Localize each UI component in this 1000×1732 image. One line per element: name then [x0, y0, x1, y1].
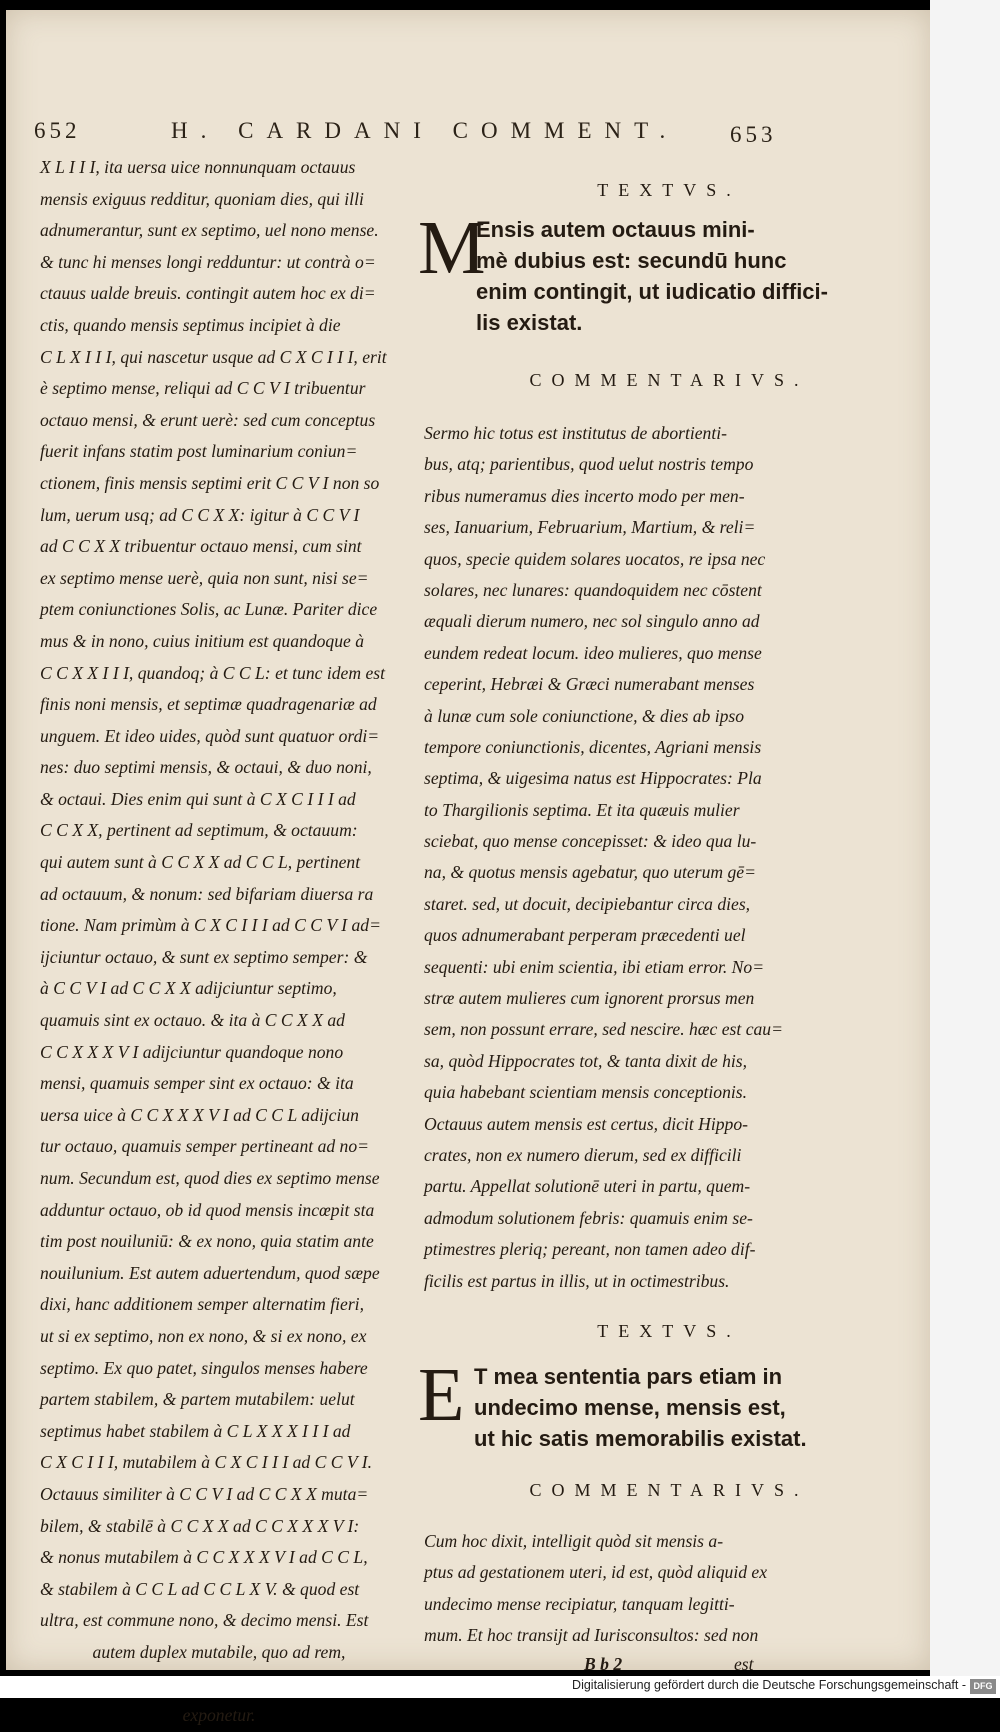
left-column-line: num. Secundum est, quod dies ex septimo mense	[40, 1168, 380, 1188]
left-column-line: ex septimo mense uerè, quia non sunt, nisi se=	[40, 567, 369, 588]
left-column-line: unguem. Et ideo uides, quòd sunt quatuor ordi=	[40, 725, 380, 746]
section1-line: mè dubius est: secundū hunc	[476, 248, 787, 273]
left-column-line: adnumerantur, sunt ex septimo, uel nono mense.	[40, 220, 379, 241]
section2-line: admodum solutionem febris: quamuis enim se-	[424, 1207, 753, 1228]
left-column-line: Octauus similiter à C C V I ad C C X X muta=	[40, 1483, 369, 1504]
page-number-left: 652	[34, 118, 81, 143]
section4-line: ptus ad gestationem uteri, id est, quòd aliquid ex	[424, 1562, 768, 1583]
left-column-line: ptem coniunctiones Solis, ac Lunæ. Pariter dice	[40, 599, 378, 620]
textus-body-2	[418, 1352, 914, 1454]
right-column	[418, 180, 914, 1684]
left-column-line: ijciuntur octauo, & sunt ex septimo semper: &	[40, 946, 368, 967]
left-column-line: lum, uerum usq; ad C C X X: igitur à C C V I	[40, 504, 360, 525]
section2-line: ribus numeramus dies incerto modo per men-	[424, 485, 745, 506]
section2-line: to Thargilionis septima. Et ita quæuis mulier	[424, 799, 740, 820]
left-column-line: X L I I I, ita uersa uice nonnunquam octauus	[40, 157, 356, 177]
left-column-line: tione. Nam primùm à C X C I I I ad C C V I ad=	[40, 915, 381, 936]
section2-line: sa, quòd Hippocrates tot, & tanta dixit de his,	[424, 1050, 748, 1071]
left-column-line: C C X X, pertinent ad septimum, & octauum:	[40, 820, 358, 841]
running-title: H. CARDANI COMMENT.	[171, 118, 679, 143]
section2-line: eundem redeat locum. ideo mulieres, quo mense	[424, 642, 762, 663]
left-column-line: ctis, quando mensis septimus incipiet à die	[40, 314, 341, 335]
left-column-line: qui autem sunt à C C X X ad C C L, pertinent	[40, 852, 361, 873]
catchword: est	[734, 1653, 754, 1674]
dfg-logo: DFG	[970, 1679, 996, 1694]
section1-line: lis existat.	[476, 310, 583, 335]
section2-line: à lunæ cum sole coniunctione, & dies ab ipso	[424, 705, 745, 726]
left-column-line: dixi, hanc additionem semper alternatim fieri,	[40, 1294, 364, 1315]
section2-line: quos adnumerabant perperam præcedenti uel	[424, 925, 746, 946]
left-column-line: quamuis sint ex octauo. & ita à C C X X ad	[40, 1010, 345, 1031]
section2-line: sciebat, quo mense concepisset: & ideo qua lu-	[424, 831, 757, 852]
section2-line: partu. Appellat solutionē uteri in partu, quem-	[424, 1176, 751, 1197]
page-number-right: 653	[730, 122, 777, 147]
section2-line: ceperint, Hebræi & Græci numerabant menses	[424, 674, 755, 695]
scan-margin	[930, 0, 1000, 1698]
left-column-line: è septimo mense, reliqui ad C C V I tribuentur	[40, 378, 366, 399]
left-column-line: partem stabilem, & partem mutabilem: uelut	[40, 1389, 355, 1410]
left-column-line: tim post nouiluniū: & ex nono, quia statim ante	[40, 1231, 374, 1252]
commentarius-heading-2: COMMENTARIVS.	[529, 1479, 809, 1500]
left-column-line: à C C V I ad C C X X adijciuntur septimo,	[40, 978, 337, 999]
left-column-line: ad C C X X tribuentur octauo mensi, cum sint	[40, 536, 362, 557]
left-column-line: autem duplex mutabile, quo ad rem,	[92, 1641, 346, 1662]
signature-mark: B b 2	[584, 1653, 623, 1674]
section2-line: ficilis est partus in illis, ut in octimestribus.	[424, 1270, 730, 1291]
section1-line: enim contingit, ut iudicatio diffici-	[476, 279, 828, 304]
left-column-line: mus & in nono, cuius initium est quandoque à	[40, 630, 365, 651]
section2-line: septima, & uigesima natus est Hippocrates: Pla	[424, 768, 762, 789]
section2-line: ptimestres pleriq; pereant, non tamen adeo dif-	[424, 1239, 756, 1260]
section1-line: Ensis autem octauus mini-	[476, 217, 755, 242]
section2-line: solares, nec lunares: quandoquidem nec cōstent	[424, 579, 762, 600]
left-column-line: adduntur octauo, ob id quod mensis incœpit sta	[40, 1199, 375, 1220]
left-column-line: & tunc hi menses longi redduntur: ut contrà o=	[40, 251, 376, 272]
left-column-line: exponetur.	[182, 1705, 256, 1726]
section3-line: ut hic satis memorabilis existat.	[474, 1425, 807, 1451]
commentarius-body-1	[424, 418, 914, 1297]
section2-line: quos, specie quidem solares uocatos, re ipsa nec	[424, 548, 766, 569]
left-column-line: & nonus mutabilem à C C X X X V I ad C C L,	[40, 1547, 368, 1568]
section2-line: Sermo hic totus est institutus de abortienti-	[424, 423, 727, 443]
section4-line: undecimo mense recipiatur, tanquam legitti-	[424, 1593, 735, 1614]
commentarius-heading-1: COMMENTARIVS.	[529, 370, 809, 390]
digitization-bar	[0, 1676, 1000, 1698]
section2-line: crates, non ex numero dierum, sed ex difficili	[424, 1144, 742, 1165]
section2-line: staret. sed, ut docuit, decipiebantur circa dies,	[424, 893, 751, 914]
textus-heading-1: TEXTVS.	[597, 180, 741, 200]
section2-line: Octauus autem mensis est certus, dicit Hippo-	[424, 1113, 748, 1134]
left-column-line: tur octauo, quamuis semper pertineant ad no=	[40, 1136, 370, 1157]
left-column-line: bilem, & stabilē à C C X X ad C C X X X V I:	[40, 1515, 360, 1536]
left-column-line: ad octauum, & nonum: sed bifariam diuersa ra	[40, 883, 374, 904]
left-column-line: mensis exiguus redditur, quoniam dies, qui illi	[40, 188, 364, 209]
left-column-line: ultra, est commune nono, & decimo mensi. Est	[40, 1610, 369, 1631]
textus-heading-2: TEXTVS.	[597, 1320, 741, 1341]
left-column-line: C C X X I I I, quandoq; à C C L: et tunc idem est	[40, 662, 385, 683]
left-column-line: C C X X X V I adijciuntur quandoque nono	[40, 1041, 344, 1062]
left-column-line: & stabilem à C C L ad C C L X V. & quod est	[40, 1578, 360, 1599]
section2-line: ses, Ianuarium, Februarium, Martium, & reli=	[424, 517, 756, 538]
textus-body-1	[418, 206, 914, 338]
section2-line: tempore coniunctionis, dicentes, Agriani mensis	[424, 736, 762, 757]
section2-line: stræ autem mulieres cum ignorent prorsus men	[424, 988, 755, 1009]
left-column-line: ctauus ualde breuis. contingit autem hoc ex di=	[40, 283, 376, 304]
left-column-line: finis noni mensis, et septimæ quadragenariæ ad	[40, 694, 377, 715]
left-column-line: ut si ex septimo, non ex nono, & si ex nono, ex	[40, 1325, 367, 1346]
left-column-line: C L X I I I, qui nascetur usque ad C X C I I I, erit	[40, 346, 387, 367]
left-column-line: uersa uice à C C X X X V I ad C C L adijciun	[40, 1104, 359, 1125]
section3-line: T mea sententia pars etiam in	[474, 1363, 783, 1389]
section3-line: undecimo mense, mensis est,	[474, 1394, 786, 1420]
left-column-line: septimo. Ex quo patet, singulos menses habere	[40, 1357, 368, 1378]
commentarius-body-2	[424, 1526, 914, 1652]
left-column-line: ctionem, finis mensis septimi erit C C V I non so	[40, 472, 380, 493]
left-column-line: nes: duo septimi mensis, & octaui, & duo noni,	[40, 757, 372, 778]
digitization-credit: Digitalisierung gefördert durch die Deutsche Forschungsgemeinschaft -	[572, 1678, 966, 1692]
section4-line: mum. Et hoc transijt ad Iurisconsultos: sed non	[424, 1625, 759, 1646]
drop-cap-e: E	[418, 1352, 465, 1437]
section4-line: Cum hoc dixit, intelligit quòd sit mensis a-	[424, 1530, 724, 1551]
left-column-line: fuerit infans statim post luminarium coniun=	[40, 441, 358, 462]
left-column-line: C X C I I I, mutabilem à C X C I I I ad C C V I.	[40, 1452, 372, 1473]
left-column-line: mensi, quamuis semper sint ex octauo: & ita	[40, 1073, 354, 1094]
left-column-line: septimus habet stabilem à C L X X X I I I ad	[40, 1420, 351, 1441]
section2-line: bus, atq; parientibus, quod uelut nostris tempo	[424, 454, 754, 475]
section2-line: sem, non possunt errare, sed nescire. hæc est cau=	[424, 1019, 783, 1040]
left-column-line: octauo mensi, & erunt uerè: sed cum conceptus	[40, 409, 376, 430]
drop-cap-m: M	[418, 206, 486, 290]
section2-line: sequenti: ubi enim scientia, ibi etiam error. No=	[424, 956, 765, 977]
section2-line: na, & quotus mensis agebatur, quo uterum gē=	[424, 862, 756, 883]
section2-line: æquali dierum numero, nec sol singulo anno ad	[424, 611, 760, 632]
section2-line: quia habebant scientiam mensis conceptionis.	[424, 1082, 747, 1103]
left-column-line: & octaui. Dies enim qui sunt à C X C I I I ad	[40, 788, 356, 809]
left-column-line: nouilunium. Est autem aduertendum, quod sæpe	[40, 1262, 380, 1283]
left-column	[40, 152, 398, 1732]
